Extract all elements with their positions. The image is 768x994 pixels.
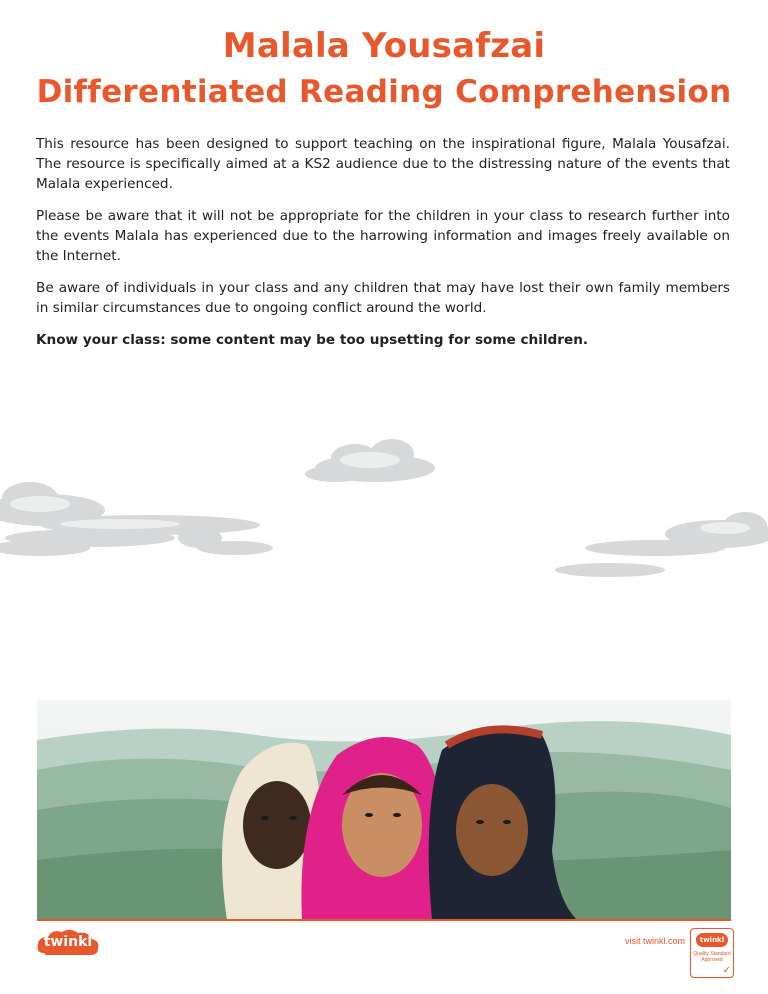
paragraph-3: Be aware of individuals in your class and any children that may have lost their own family members in similar circumstances due to ongoing conflict around the world. <box>36 280 730 316</box>
checkmark-icon: ✓ <box>722 965 731 976</box>
paragraph-2: Please be aware that it will not be appropriate for the children in your class to research further into the events Malala has experienced due to the harrowing information and images freely available on the Internet. <box>36 208 730 264</box>
logo-text: twinkl <box>43 934 93 950</box>
quality-badge <box>690 928 734 978</box>
twinkl-logo[interactable] <box>36 927 100 959</box>
page-subtitle: Differentiated Reading Comprehension <box>36 74 732 110</box>
visit-link[interactable]: visit twinkl.com <box>624 936 685 946</box>
badge-logo: twinkl <box>696 933 728 947</box>
warning-text: Know your class: some content may be too upsetting for some children. <box>36 332 589 348</box>
intro-text <box>36 134 730 362</box>
malala-illustration <box>37 700 731 920</box>
paragraph-1: This resource has been designed to support teaching on the inspirational figure, Malala Yousafzai. The resource is specifically aimed at a KS2 audience due to the distressing nature of the events that Malala experienced. <box>36 136 730 192</box>
badge-text: Quality Standard Approved <box>693 951 731 963</box>
clouds-illustration <box>0 430 768 610</box>
footer-divider <box>37 919 731 921</box>
page-title: Malala Yousafzai <box>222 26 546 66</box>
